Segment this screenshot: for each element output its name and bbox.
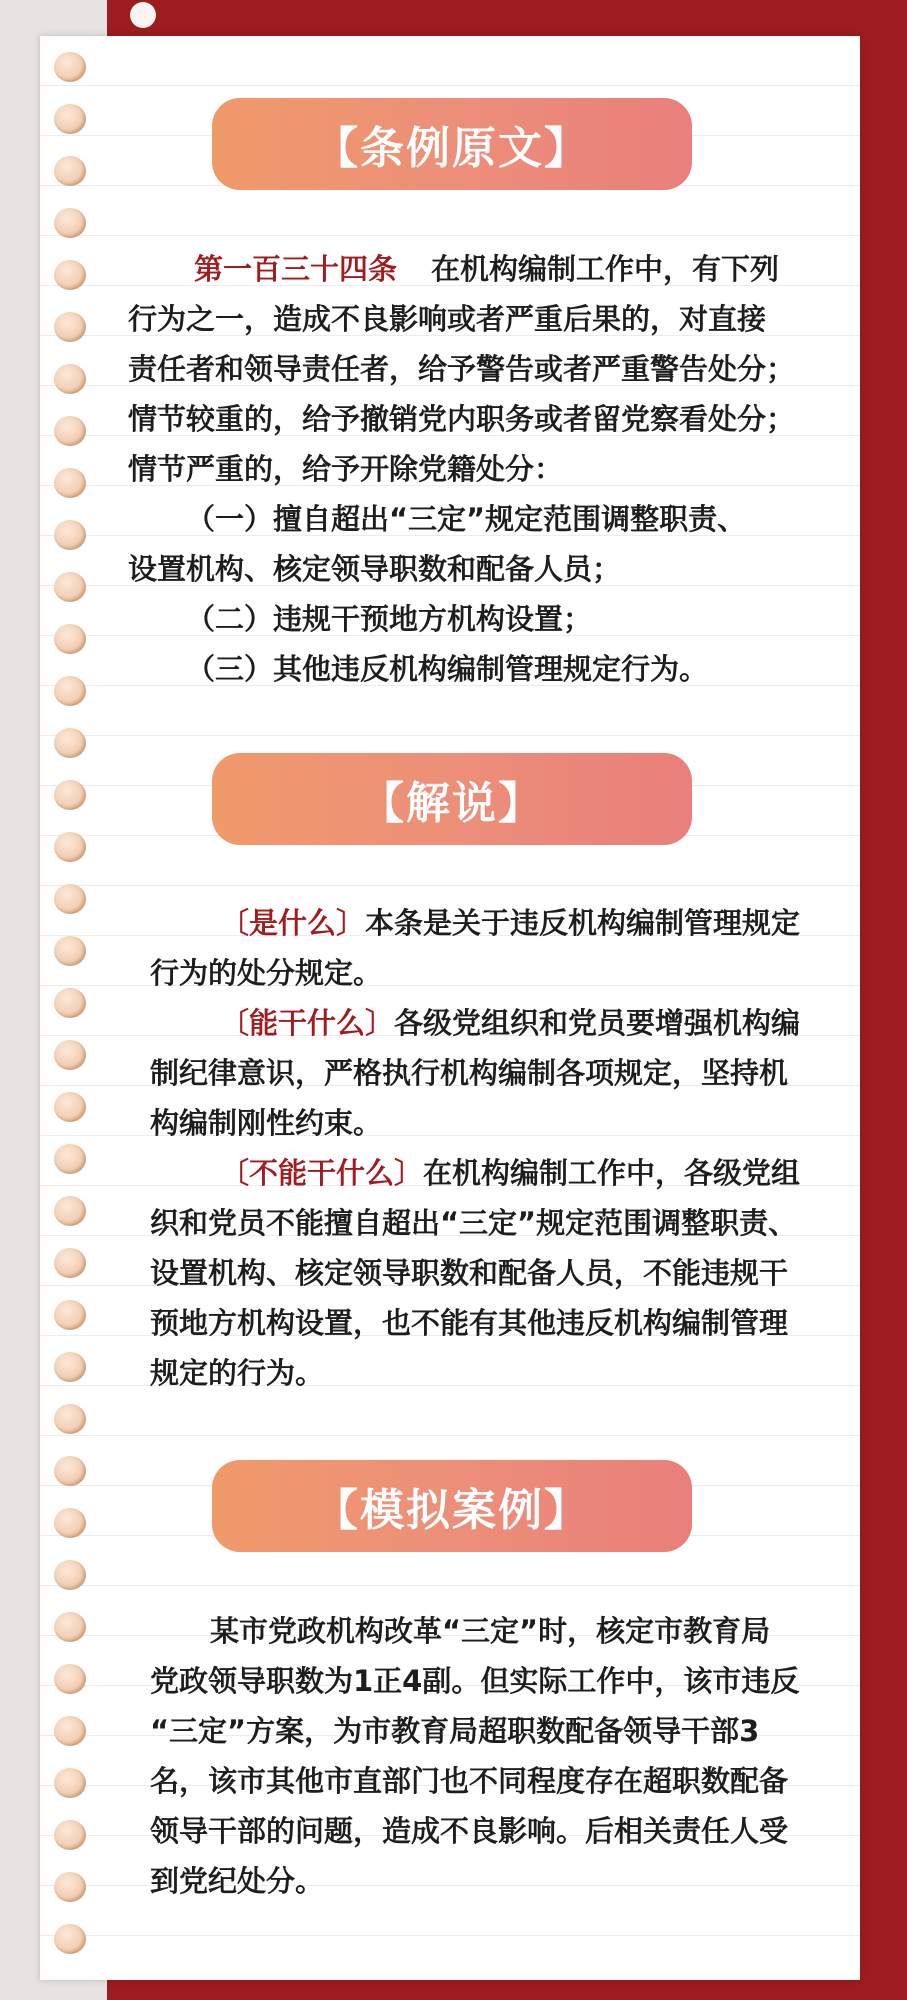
cannot-label: 〔不能干什么〕 — [220, 1156, 424, 1190]
binding-hole — [54, 1664, 86, 1694]
article-item: （二）违规干预地方机构设置； — [186, 602, 593, 636]
binding-hole — [54, 1456, 86, 1486]
binding-hole — [54, 364, 86, 394]
binding-hole — [54, 1716, 86, 1746]
case-line: 某市党政机构改革“三定”时，核定市教育局 — [210, 1614, 771, 1648]
binding-hole — [54, 1768, 86, 1798]
case-line: 领导干部的问题，造成不良影响。后相关责任人受 — [150, 1814, 789, 1848]
explain-title: 【解说】 — [360, 778, 544, 829]
case-line: 党政领导职数为1正4副。但实际工作中，该市违反 — [150, 1664, 800, 1698]
binding-hole — [54, 312, 86, 342]
binding-hole — [54, 832, 86, 862]
article-item: 设置机构、核定领导职数和配备人员； — [128, 552, 622, 586]
article-item: （三）其他违反机构编制管理规定行为。 — [186, 652, 709, 686]
binding-hole — [54, 1092, 86, 1122]
article-line: 行为之一，造成不良影响或者严重后果的，对直接 — [128, 302, 767, 336]
binding-hole — [54, 52, 86, 82]
explain-line: 预地方机构设置，也不能有其他违反机构编制管理 — [150, 1306, 789, 1340]
case-text — [150, 1606, 830, 1906]
binding-hole — [54, 468, 86, 498]
binding-hole — [54, 208, 86, 238]
case-line: 到党纪处分。 — [150, 1864, 325, 1898]
binding-hole — [54, 572, 86, 602]
binding-hole — [54, 1196, 86, 1226]
explain-line: 制纪律意识，严格执行机构编制各项规定，坚持机 — [150, 1056, 789, 1090]
binding-hole — [54, 728, 86, 758]
binding-hole — [54, 1560, 86, 1590]
binding-hole — [54, 988, 86, 1018]
binding-hole — [54, 104, 86, 134]
explain-line: 本条是关于违反机构编制管理规定 — [365, 906, 801, 940]
case-line: “三定”方案，为市教育局超职数配备领导干部3 — [150, 1714, 760, 1748]
binding-holes — [54, 52, 94, 1982]
original-text-banner — [212, 98, 692, 190]
article-line: 在机构编制工作中，有下列 — [431, 252, 780, 286]
binding-hole — [54, 416, 86, 446]
binding-hole — [54, 936, 86, 966]
explain-line: 在机构编制工作中，各级党组 — [423, 1156, 801, 1190]
binding-hole — [54, 1508, 86, 1538]
binding-hole — [54, 156, 86, 186]
explain-line: 设置机构、核定领导职数和配备人员，不能违规干 — [150, 1256, 789, 1290]
case-banner — [212, 1460, 692, 1552]
binding-hole — [54, 1404, 86, 1434]
binding-hole — [54, 1352, 86, 1382]
binding-hole — [54, 1300, 86, 1330]
binding-hole — [54, 1040, 86, 1070]
article-item: （一）擅自超出“三定”规定范围调整职责、 — [186, 502, 747, 536]
binding-hole — [54, 260, 86, 290]
binding-hole — [54, 676, 86, 706]
binding-hole — [54, 1612, 86, 1642]
binding-hole — [54, 1924, 86, 1954]
article-line: 情节较重的，给予撤销党内职务或者留党察看处分； — [128, 402, 796, 436]
explain-line: 织和党员不能擅自超出“三定”规定范围调整职责、 — [150, 1206, 798, 1240]
binding-hole — [54, 1144, 86, 1174]
explain-line: 规定的行为。 — [150, 1356, 325, 1390]
article-number: 第一百三十四条 — [194, 252, 398, 286]
case-title: 【模拟案例】 — [314, 1485, 590, 1536]
binding-hole — [54, 520, 86, 550]
can-label: 〔能干什么〕 — [220, 1006, 395, 1040]
explain-banner — [212, 753, 692, 845]
article-line: 责任者和领导责任者，给予警告或者严重警告处分； — [128, 352, 796, 386]
binding-hole — [54, 1872, 86, 1902]
case-line: 名，该市其他市直部门也不同程度存在超职数配备 — [150, 1764, 789, 1798]
binding-hole — [54, 780, 86, 810]
explain-line: 构编制刚性约束。 — [150, 1106, 383, 1140]
top-punch-hole — [130, 2, 156, 28]
article-text — [128, 244, 828, 694]
binding-hole — [54, 1248, 86, 1278]
binding-hole — [54, 884, 86, 914]
binding-hole — [54, 624, 86, 654]
explain-text — [150, 898, 830, 1398]
explain-line: 行为的处分规定。 — [150, 956, 383, 990]
what-label: 〔是什么〕 — [220, 906, 366, 940]
article-line: 情节严重的，给予开除党籍处分： — [128, 452, 564, 486]
explain-line: 各级党组织和党员要增强机构编 — [394, 1006, 801, 1040]
original-text-title: 【条例原文】 — [314, 123, 590, 174]
binding-hole — [54, 1820, 86, 1850]
